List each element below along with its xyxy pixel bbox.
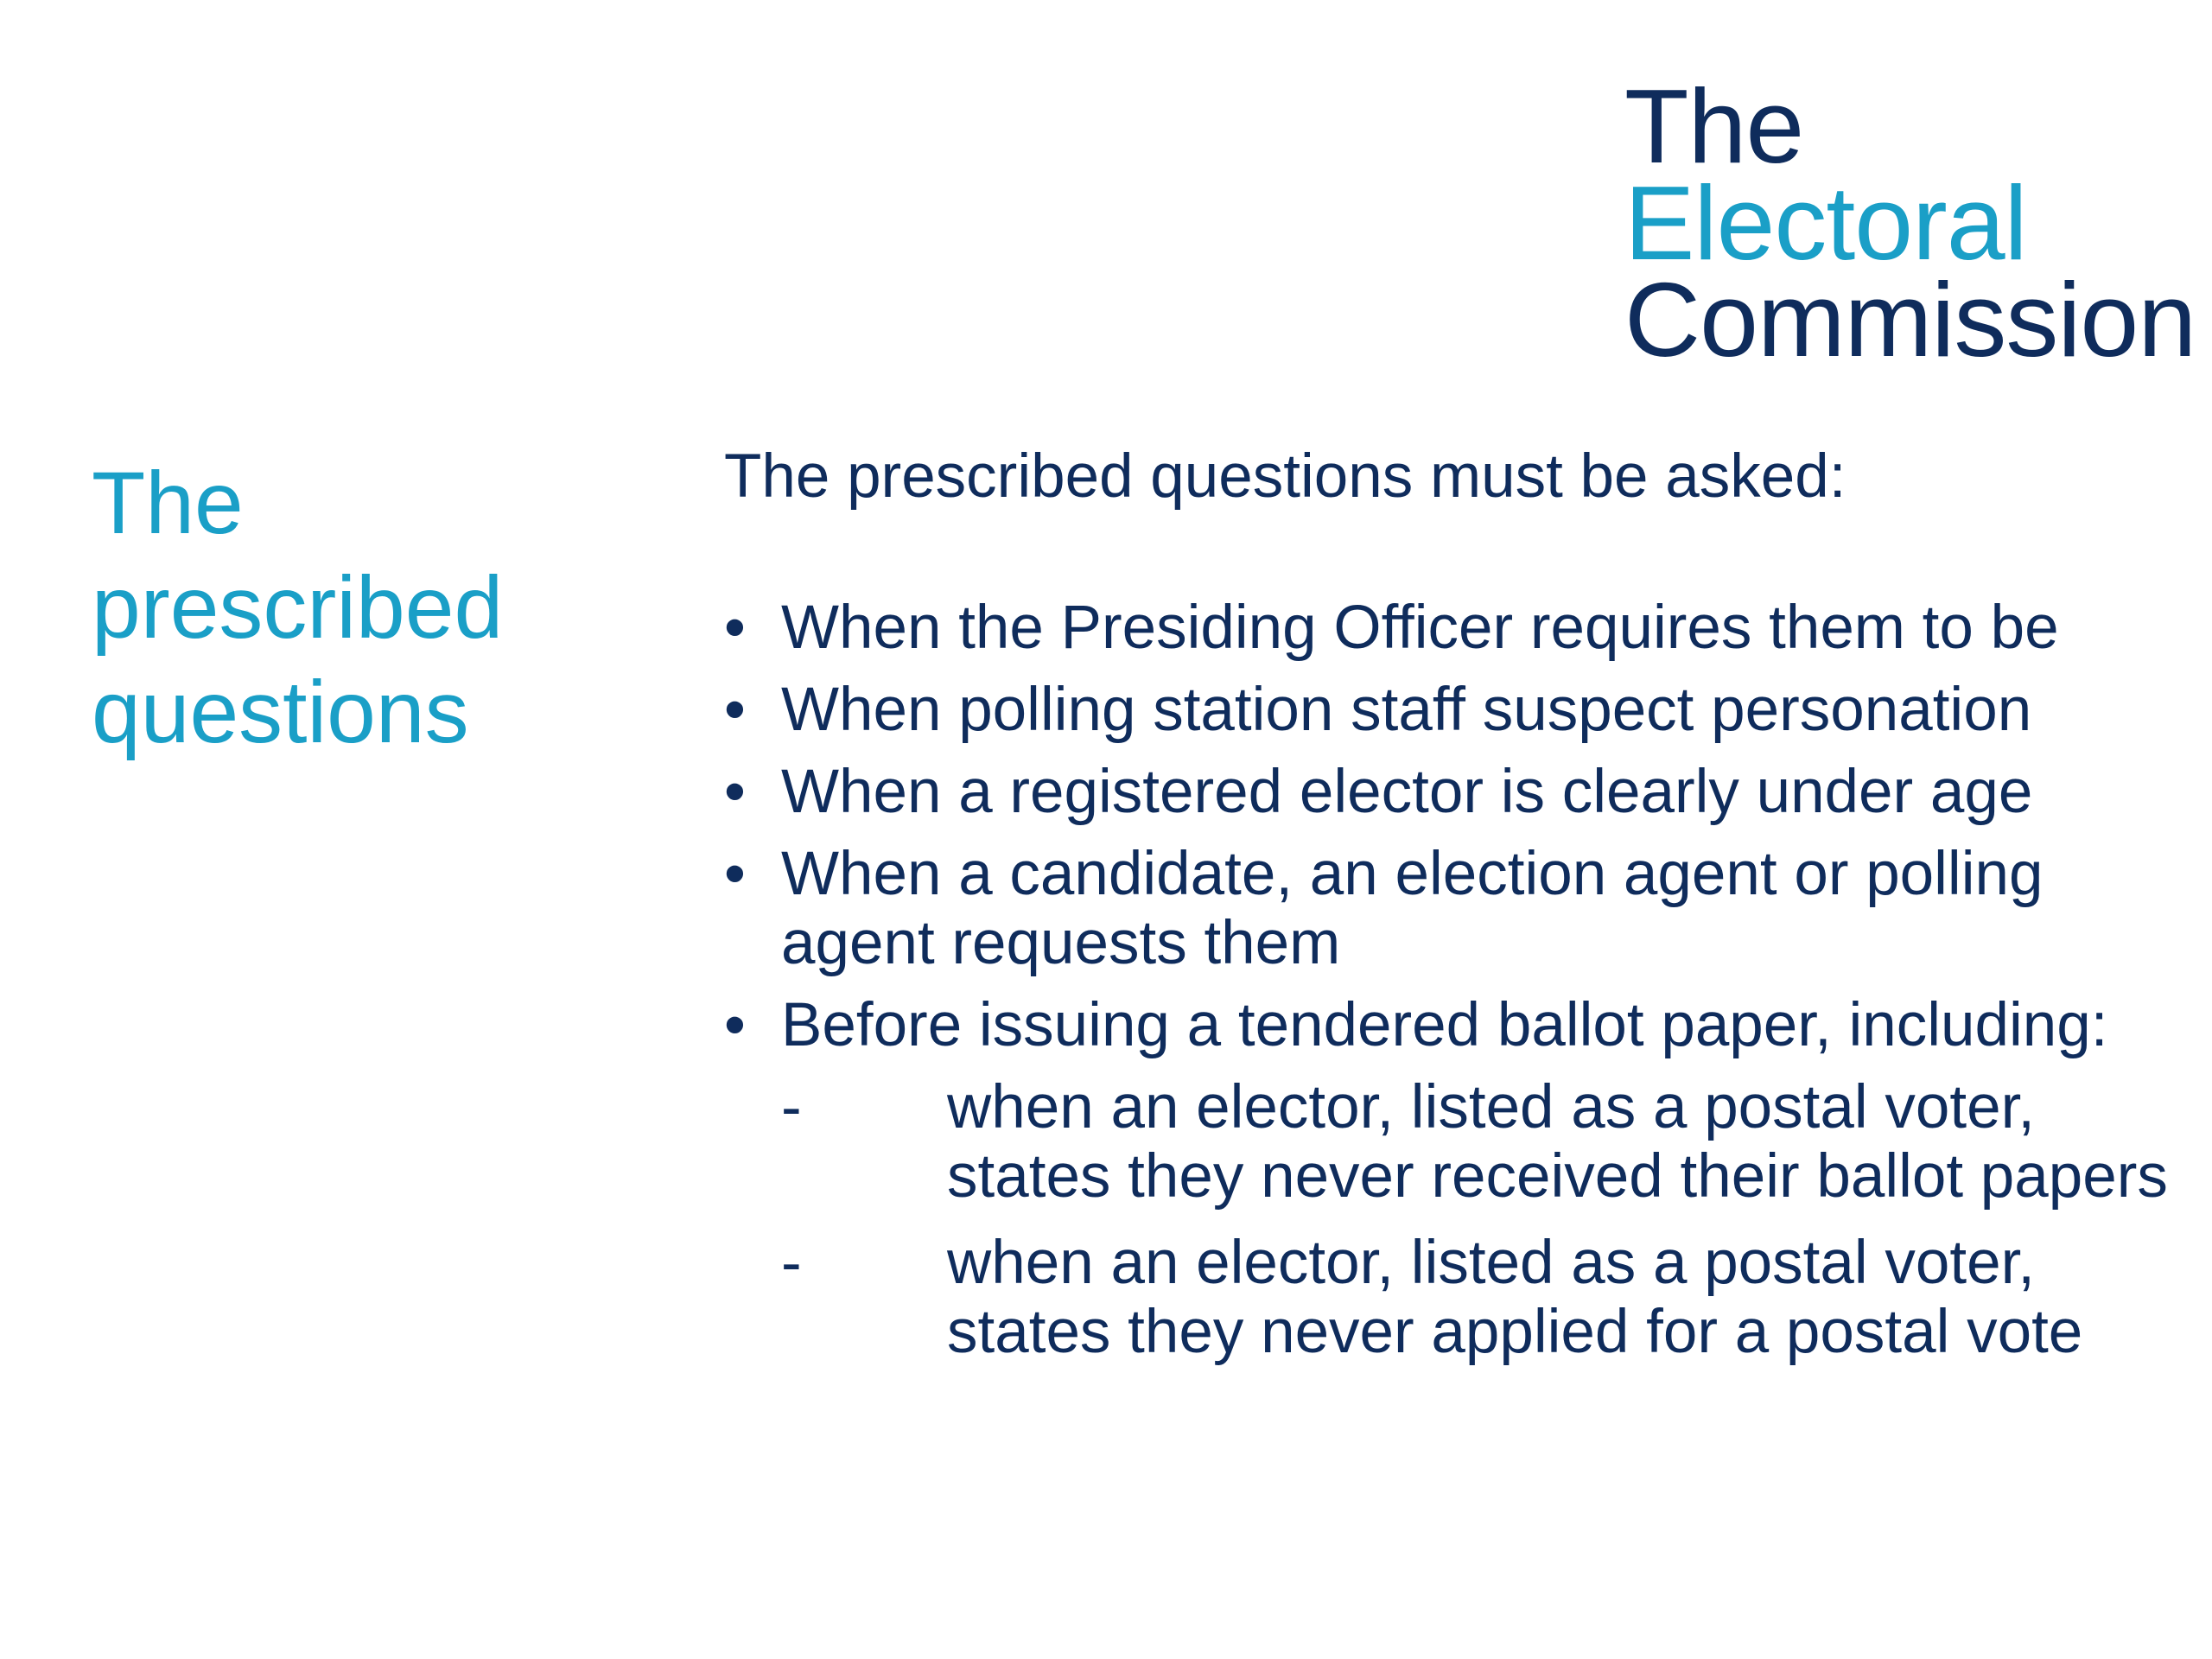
bullet-icon: •: [724, 840, 746, 908]
list-item: [724, 991, 2176, 1367]
list-item-text: When polling station staff suspect personation: [781, 676, 2032, 744]
dash-icon: -: [781, 1229, 802, 1297]
section-title-line-2: prescribed: [92, 558, 504, 657]
bullet-icon: •: [724, 676, 746, 744]
bullet-icon: •: [724, 758, 746, 826]
logo-line-commission: Commission: [1624, 261, 2196, 378]
logo-line-the: The: [1624, 67, 1804, 185]
bullet-icon: •: [724, 991, 746, 1059]
sub-bullet-list: [781, 1073, 2176, 1367]
sub-list-item: [724, 1229, 2176, 1367]
list-item-text: When a candidate, an election agent or polling agent requests them: [781, 840, 2044, 977]
sub-list-item-text: when an elector, listed as a postal voter, states they never received their ballot papers: [947, 1073, 2168, 1211]
sub-list-item: [724, 1073, 2176, 1211]
sub-list-item-text: when an elector, listed as a postal voter, states they never applied for a postal vote: [947, 1229, 2083, 1366]
list-item: [724, 594, 2176, 663]
content-body: [724, 442, 2176, 1384]
section-title: [92, 451, 627, 765]
section-title-line-1: The: [92, 454, 244, 552]
list-item-text: Before issuing a tendered ballot paper, including:: [781, 991, 2108, 1059]
logo-line-electoral: Electoral: [1624, 164, 2027, 282]
list-item-text: When the Presiding Officer requires them to be: [781, 594, 2059, 662]
list-item: [724, 840, 2176, 978]
dash-icon: -: [781, 1073, 802, 1141]
electoral-commission-logo: [1624, 67, 2196, 378]
list-item: [724, 758, 2176, 827]
bullet-icon: •: [724, 594, 746, 662]
section-title-line-3: questions: [92, 663, 469, 761]
bullet-list: [724, 594, 2176, 1367]
intro-text: The prescribed questions must be asked:: [724, 442, 1847, 511]
list-item: [724, 676, 2176, 745]
list-item-text: When a registered elector is clearly under age: [781, 758, 2033, 826]
